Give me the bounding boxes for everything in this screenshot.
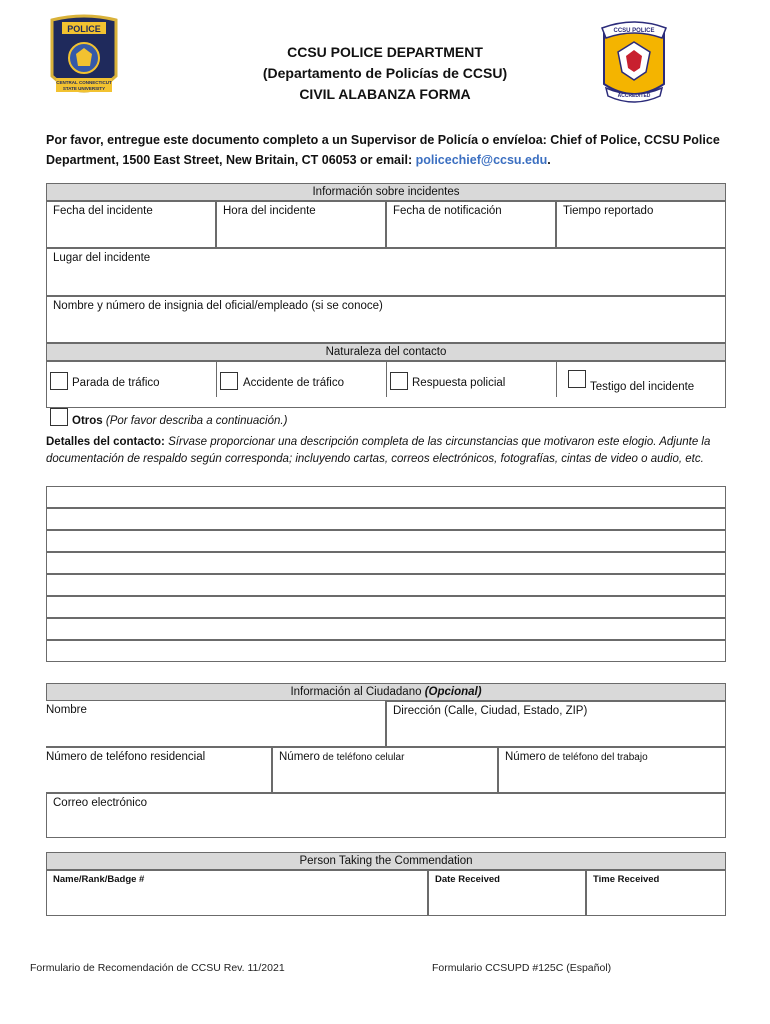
- police-badge-logo: [48, 14, 120, 106]
- details-line[interactable]: [46, 552, 726, 574]
- incident-date-field[interactable]: Fecha del incidente: [46, 201, 216, 248]
- footer-form-number: Formulario CCSUPD #125C (Español): [432, 962, 612, 974]
- form-header: [200, 42, 570, 105]
- taking-section-header: Person Taking the Commendation: [46, 852, 726, 870]
- details-lines[interactable]: [46, 486, 726, 662]
- police-response-label: Respuesta policial: [412, 377, 506, 389]
- citizen-email-field[interactable]: Correo electrónico: [46, 793, 726, 838]
- witness-label: Testigo del incidente: [590, 381, 695, 393]
- accreditation-seal-logo: [598, 18, 670, 106]
- report-date-field[interactable]: Fecha de notificación: [386, 201, 556, 248]
- department-title: CCSU POLICE DEPARTMENT: [287, 44, 483, 60]
- details-line[interactable]: [46, 640, 726, 662]
- details-line[interactable]: [46, 618, 726, 640]
- department-subtitle: (Departamento de Policías de CCSU): [262, 65, 508, 81]
- cell-phone-field[interactable]: Número de teléfono celular: [272, 747, 498, 793]
- citizen-name-field[interactable]: Nombre: [46, 701, 386, 747]
- traffic-stop-label: Parada de tráfico: [72, 377, 160, 389]
- details-line[interactable]: [46, 574, 726, 596]
- svg-text:ACCREDITED: ACCREDITED: [617, 93, 651, 99]
- details-line[interactable]: [46, 508, 726, 530]
- incident-section-header: Información sobre incidentes: [46, 183, 726, 201]
- work-phone-field[interactable]: Número de teléfono del trabajo: [498, 747, 726, 793]
- contact-details-label: Detalles del contacto: Sírvase proporcionar una descripción completa de las circunstancias que motivaron este elogio. Adjunte la documentación de respaldo según corresponda; incluyendo cartas, correos electrónicos, fotografías, cintas de video o audio, etc.: [46, 436, 711, 465]
- traffic-stop-checkbox[interactable]: [50, 372, 68, 390]
- form-title: CIVIL ALABANZA FORMA: [299, 86, 471, 102]
- citizen-section-header: Información al Ciudadano (Opcional): [46, 683, 726, 701]
- date-received-field[interactable]: Date Received: [428, 870, 586, 916]
- divider: [216, 361, 217, 397]
- details-line[interactable]: [46, 596, 726, 618]
- intro-instructions: Por favor, entregue este documento completo a un Supervisor de Policía o envíeloa: Chief of Police, CCSU Police Department, 1500 East Street, New Britain, CT 06053 or email: policechief@ccsu.edu.: [46, 133, 720, 167]
- citizen-address-field[interactable]: Dirección (Calle, Ciudad, Estado, ZIP): [386, 701, 726, 747]
- officer-name-field[interactable]: Nombre y número de insignia del oficial/empleado (si se conoce): [46, 296, 726, 343]
- details-line[interactable]: [46, 486, 726, 508]
- time-received-field[interactable]: Time Received: [586, 870, 726, 916]
- witness-checkbox[interactable]: [568, 370, 586, 388]
- reported-time-field[interactable]: Tiempo reportado: [556, 201, 726, 248]
- home-phone-field[interactable]: Número de teléfono residencial: [46, 747, 272, 793]
- divider: [556, 361, 557, 397]
- svg-text:CCSU POLICE: CCSU POLICE: [613, 28, 655, 34]
- footer-revision: Formulario de Recomendación de CCSU Rev. 11/2021: [30, 962, 285, 974]
- other-checkbox[interactable]: [50, 408, 68, 426]
- police-response-checkbox[interactable]: [390, 372, 408, 390]
- email-link[interactable]: policechief@ccsu.edu: [415, 153, 548, 167]
- traffic-accident-label: Accidente de tráfico: [243, 377, 345, 389]
- traffic-accident-checkbox[interactable]: [220, 372, 238, 390]
- other-label: Otros (Por favor describa a continuación.): [72, 415, 288, 427]
- svg-text:STATE UNIVERSITY: STATE UNIVERSITY: [62, 86, 106, 91]
- contact-section-header: Naturaleza del contacto: [46, 343, 726, 361]
- incident-location-field[interactable]: Lugar del incidente: [46, 248, 726, 296]
- svg-text:CENTRAL CONNECTICUT: CENTRAL CONNECTICUT: [56, 80, 112, 85]
- divider: [386, 361, 387, 397]
- badge-top-text: POLICE: [67, 24, 101, 34]
- name-rank-badge-field[interactable]: Name/Rank/Badge #: [46, 870, 428, 916]
- incident-time-field[interactable]: Hora del incidente: [216, 201, 386, 248]
- details-line[interactable]: [46, 530, 726, 552]
